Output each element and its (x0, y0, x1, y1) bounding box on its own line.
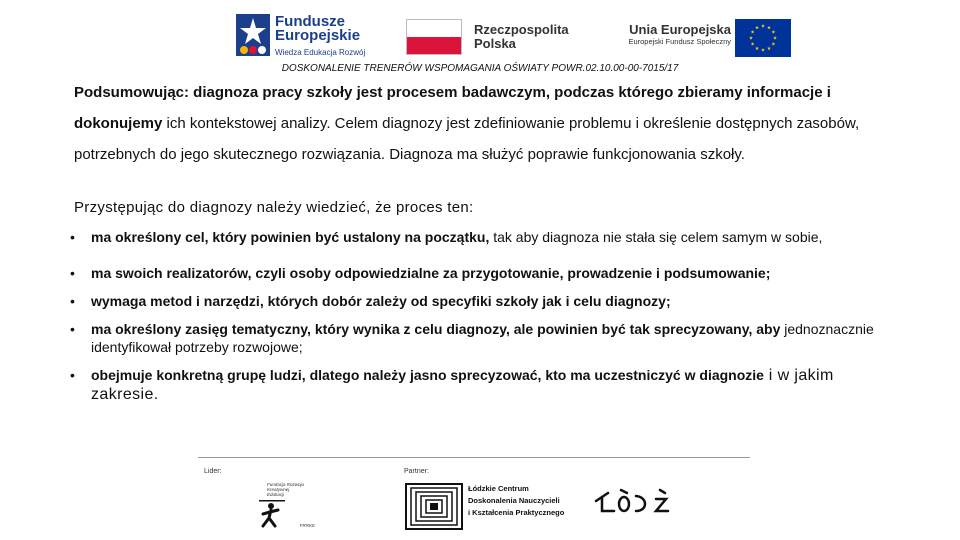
footer-divider (198, 457, 750, 458)
eu-flag-icon (735, 19, 791, 57)
fe-logo-line2: Europejskie (275, 27, 361, 44)
rp-logo-line2: Polska (474, 36, 516, 51)
ldnikp-square-icon (405, 483, 463, 530)
bullet-text: tak aby diagnoza nie stała się celem samym w sobie, (489, 229, 823, 245)
partner-line2: Doskonalenia Nauczycieli (468, 496, 560, 505)
process-lead-text: Przystępując do diagnozy należy wiedzieć, że proces ten: (74, 199, 474, 216)
rzeczpospolita-polska-logo (406, 19, 576, 57)
fe-logo-line1: Fundusze (275, 13, 345, 30)
summary-bold-text: Podsumowując: diagnoza pracy szkoły jest procesem badawczym, podczas którego zbieramy informacje i dokonujemy (74, 84, 831, 132)
running-figure-icon (259, 500, 285, 528)
lider-logo (255, 480, 325, 532)
lodz-city-logo (594, 487, 674, 517)
summary-text: ich kontekstowej analizy. Celem diagnozy jest zdefiniowanie problemu i określenie dostępnych zasobów, potrzebnych do jego skutecznego rozwiązania. Diagnoza ma służyć poprawie funkcjonowania szkoły. (74, 115, 860, 163)
list-item (70, 320, 890, 356)
polish-flag-icon (406, 19, 462, 55)
unia-europejska-logo (603, 19, 793, 59)
fundusze-europejskie-logo (236, 14, 376, 58)
process-bullet-list (70, 228, 890, 404)
partner-logo-text (468, 483, 564, 519)
list-item (70, 264, 890, 282)
fe-star-icon (236, 14, 272, 56)
list-item (70, 228, 890, 246)
bullet-bold-text: ma określony cel, który powinien być ustalony na początku, (91, 229, 490, 245)
ue-logo-line2: Europejski Fundusz Społeczny (628, 37, 731, 46)
lider-logo-text: Fundacja Rozwoju Kreatywnej Edukacji (267, 482, 305, 497)
bullet-bold-text: wymaga metod i narzędzi, których dobór zależy od specyfiki szkoły jak i celu diagnozy; (91, 293, 671, 309)
partner-label: Partner: (404, 468, 429, 475)
rp-logo-line1: Rzeczpospolita (474, 22, 569, 37)
bullet-bold-text: ma swoich realizatorów, czyli osoby odpowiedzialne za przygotowanie, prowadzenie i podsumowanie; (91, 265, 771, 281)
partner-line3: i Kształcenia Praktycznego (468, 508, 565, 517)
list-item (70, 366, 890, 404)
bullet-bold-text: ma określony zasięg tematyczny, który wynika z celu diagnozy, ale powinien być tak sprecyzowany, aby (91, 321, 781, 337)
partner-line1: Łódzkie Centrum (468, 484, 529, 493)
ue-logo-line1: Unia Europejska (629, 22, 731, 37)
list-item (70, 292, 890, 310)
lider-label: Lider: (204, 468, 222, 475)
fe-logo-line3: Wiedza Edukacja Rozwój (275, 48, 366, 57)
summary-paragraph (74, 77, 914, 170)
bullet-text: i w jakim zakresie. (91, 367, 834, 403)
bullet-text: jednoznacznie identyfikował potrzeby rozwojowe; (91, 321, 874, 355)
project-number: DOSKONALENIE TRENERÓW WSPOMAGANIA OŚWIATY POWR.02.10.00-00-7015/17 (281, 63, 679, 74)
lider-logo-small: FRRKE (299, 523, 315, 528)
bullet-bold-text: obejmuje konkretną grupę ludzi, dlatego należy jasno sprecyzować, kto ma uczestniczyć w diagnozie (91, 367, 764, 383)
